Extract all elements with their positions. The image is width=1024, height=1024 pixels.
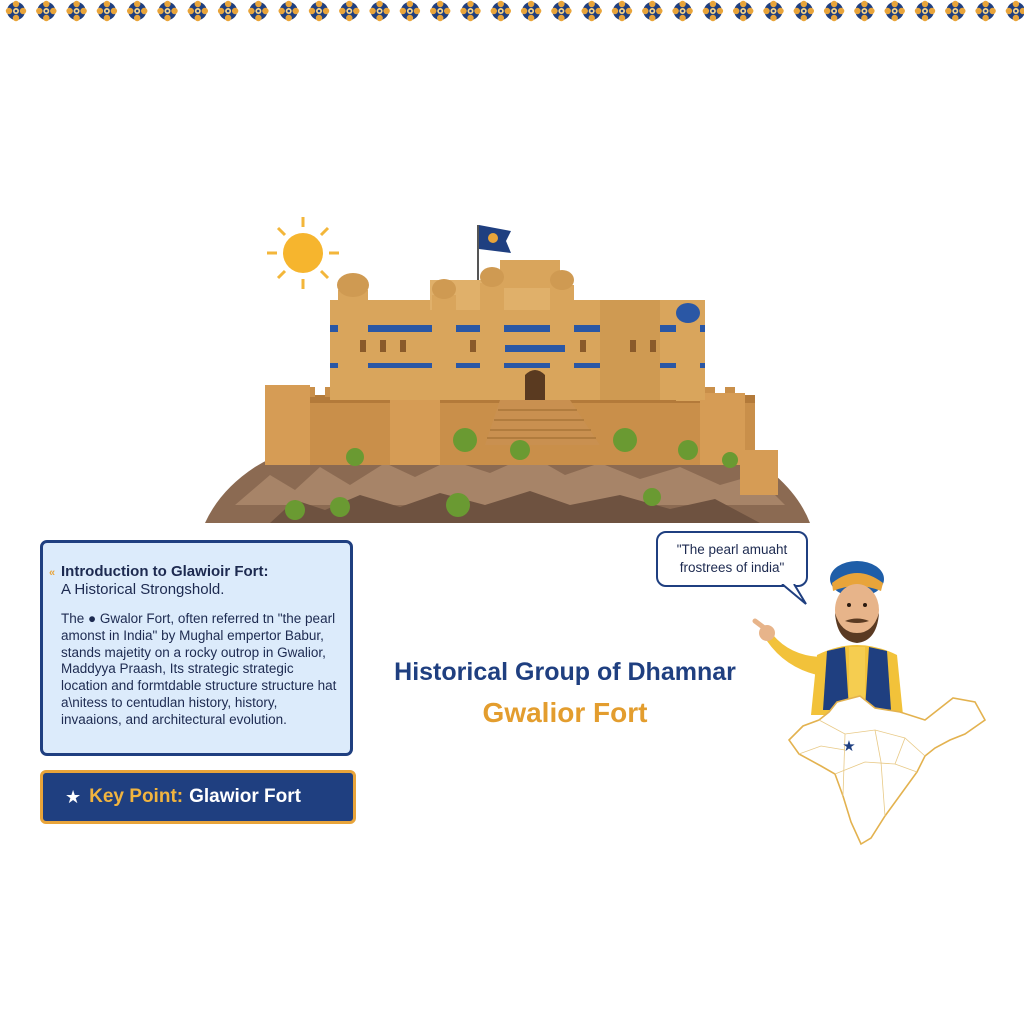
floral-pattern-icon — [703, 1, 723, 21]
floral-pattern-icon — [369, 1, 389, 21]
floral-pattern-icon — [36, 1, 56, 21]
floral-pattern-icon — [248, 1, 268, 21]
intro-title-line1: Introduction to Glawioir Fort: — [61, 563, 269, 580]
floral-pattern-icon — [854, 1, 874, 21]
double-chevron-icon: « — [49, 567, 56, 579]
floral-pattern-icon — [915, 1, 935, 21]
key-point-box — [40, 770, 356, 824]
floral-pattern-icon — [975, 1, 995, 21]
floral-pattern-icon — [460, 1, 480, 21]
floral-pattern-icon — [218, 1, 238, 21]
floral-pattern-icon — [97, 1, 117, 21]
floral-pattern-icon — [309, 1, 329, 21]
floral-pattern-icon — [612, 1, 632, 21]
fort-illustration — [200, 205, 820, 530]
floral-pattern-icon — [279, 1, 299, 21]
floral-pattern-icon — [945, 1, 965, 21]
location-star-icon: ★ — [842, 737, 856, 755]
floral-pattern-icon — [551, 1, 571, 21]
headline-subtitle: Gwalior Fort — [482, 697, 648, 728]
floral-pattern-icon — [521, 1, 541, 21]
floral-pattern-icon — [157, 1, 177, 21]
floral-pattern-icon — [763, 1, 783, 21]
india-map-illustration — [785, 690, 990, 850]
floral-pattern-icon — [339, 1, 359, 21]
floral-pattern-icon — [885, 1, 905, 21]
speech-bubble: "The pearl amuaht frostrees of india" — [656, 531, 808, 587]
floral-pattern-icon — [6, 1, 26, 21]
floral-border — [0, 0, 1024, 26]
floral-pattern-icon — [794, 1, 814, 21]
headline-title: Historical Group of Dhamnar — [394, 658, 736, 686]
key-point-label: Key Point: — [89, 786, 184, 807]
floral-pattern-icon — [733, 1, 753, 21]
floral-pattern-icon — [1006, 1, 1024, 21]
floral-pattern-icon — [672, 1, 692, 21]
intro-card-body: The ● Gwalor Fort, often referred tn "the pearl amonst in India" by Mughal empertor Babur, stands majetity on a rocky outrop in Gwalior, Maddyya Praash, Its strategic strategic location and formtdable structure structure hat a\nitess to centudlan history, history, invaaions, and architectural evolution. — [61, 611, 337, 727]
star-icon: ★ — [65, 786, 82, 807]
intro-card — [40, 540, 353, 756]
headline — [370, 655, 760, 733]
intro-title-line2: A Historical Strongshold. — [61, 581, 225, 598]
floral-pattern-icon — [188, 1, 208, 21]
floral-pattern-icon — [491, 1, 511, 21]
floral-pattern-icon — [430, 1, 450, 21]
floral-pattern-icon — [582, 1, 602, 21]
floral-pattern-icon — [400, 1, 420, 21]
sun-icon — [267, 217, 339, 289]
floral-pattern-icon — [127, 1, 147, 21]
floral-pattern-icon — [66, 1, 86, 21]
floral-pattern-icon — [824, 1, 844, 21]
floral-pattern-icon — [642, 1, 662, 21]
intro-card-title — [49, 563, 338, 599]
key-point-value: Glawior Fort — [189, 786, 301, 807]
